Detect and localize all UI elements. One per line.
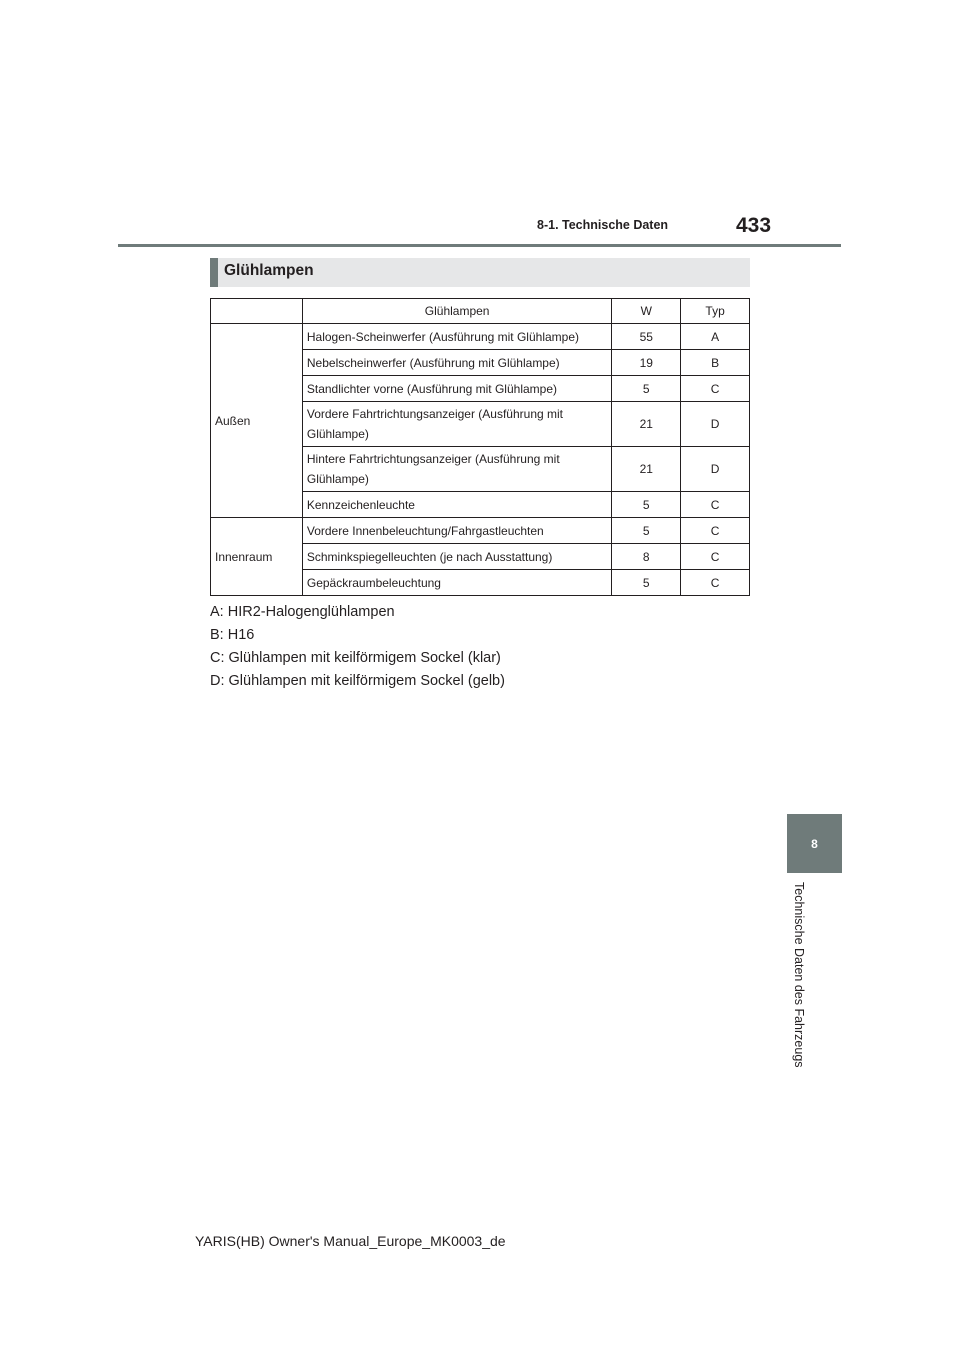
lamp-name: Standlichter vorne (Ausführung mit Glühlampe) [302,376,612,402]
legend-item-b: B: H16 [210,627,255,643]
lamp-watt: 5 [612,492,681,518]
section-heading-text: Glühlampen [224,262,314,279]
chapter-tab [787,814,842,873]
legend-item-c: C: Glühlampen mit keilförmigem Sockel (klar) [210,650,501,666]
column-header-lamp: Glühlampen [302,299,612,324]
legend-item-d: D: Glühlampen mit keilförmigem Sockel (gelb) [210,673,505,689]
bulb-table [210,298,750,596]
lamp-name: Vordere Innenbeleuchtung/Fahrgastleuchten [302,518,612,544]
lamp-type: C [681,492,750,518]
lamp-name [302,447,612,492]
lamp-type: C [681,376,750,402]
chapter-number: 8 [811,836,818,851]
lamp-name: Gepäckraumbeleuchtung [302,570,612,596]
lamp-watt: 5 [612,570,681,596]
lamp-type: C [681,518,750,544]
group-label: Außen [211,324,303,518]
lamp-name-line2: Glühlampe) [306,427,369,441]
lamp-type: B [681,350,750,376]
lamp-name-line2: Glühlampe) [306,472,369,486]
lamp-watt: 55 [612,324,681,350]
lamp-type: C [681,570,750,596]
legend-item-a: A: HIR2-Halogenglühlampen [210,604,395,620]
page-number: 433 [736,214,772,237]
lamp-watt: 21 [612,447,681,492]
lamp-type: D [681,402,750,447]
legend [210,602,505,694]
lamp-name-line1: Hintere Fahrtrichtungsanzeiger (Ausführung mit [306,452,560,466]
lamp-name: Schminkspiegelleuchten (je nach Ausstattung) [302,544,612,570]
column-header-group [211,299,303,324]
table-header-row [211,299,750,324]
lamp-type: A [681,324,750,350]
footer-manual-id: YARIS(HB) Owner's Manual_Europe_MK0003_de [195,1233,506,1249]
table-row [211,518,750,544]
column-header-type: Typ [681,299,750,324]
lamp-watt: 5 [612,518,681,544]
lamp-watt: 21 [612,402,681,447]
lamp-name [302,402,612,447]
lamp-watt: 19 [612,350,681,376]
lamp-name: Halogen-Scheinwerfer (Ausführung mit Glühlampe) [302,324,612,350]
lamp-name: Kennzeichenleuchte [302,492,612,518]
lamp-watt: 5 [612,376,681,402]
lamp-type: D [681,447,750,492]
lamp-name-line1: Vordere Fahrtrichtungsanzeiger (Ausführung mit [306,407,564,421]
chapter-side-label: Technische Daten des Fahrzeugs [792,882,806,1068]
table-row [211,324,750,350]
lamp-type: C [681,544,750,570]
section-heading [210,258,750,287]
lamp-name: Nebelscheinwerfer (Ausführung mit Glühlampe) [302,350,612,376]
column-header-watt: W [612,299,681,324]
group-label: Innenraum [211,518,303,596]
header-section-title: 8-1. Technische Daten [537,218,669,232]
header-rule [118,244,841,247]
lamp-watt: 8 [612,544,681,570]
